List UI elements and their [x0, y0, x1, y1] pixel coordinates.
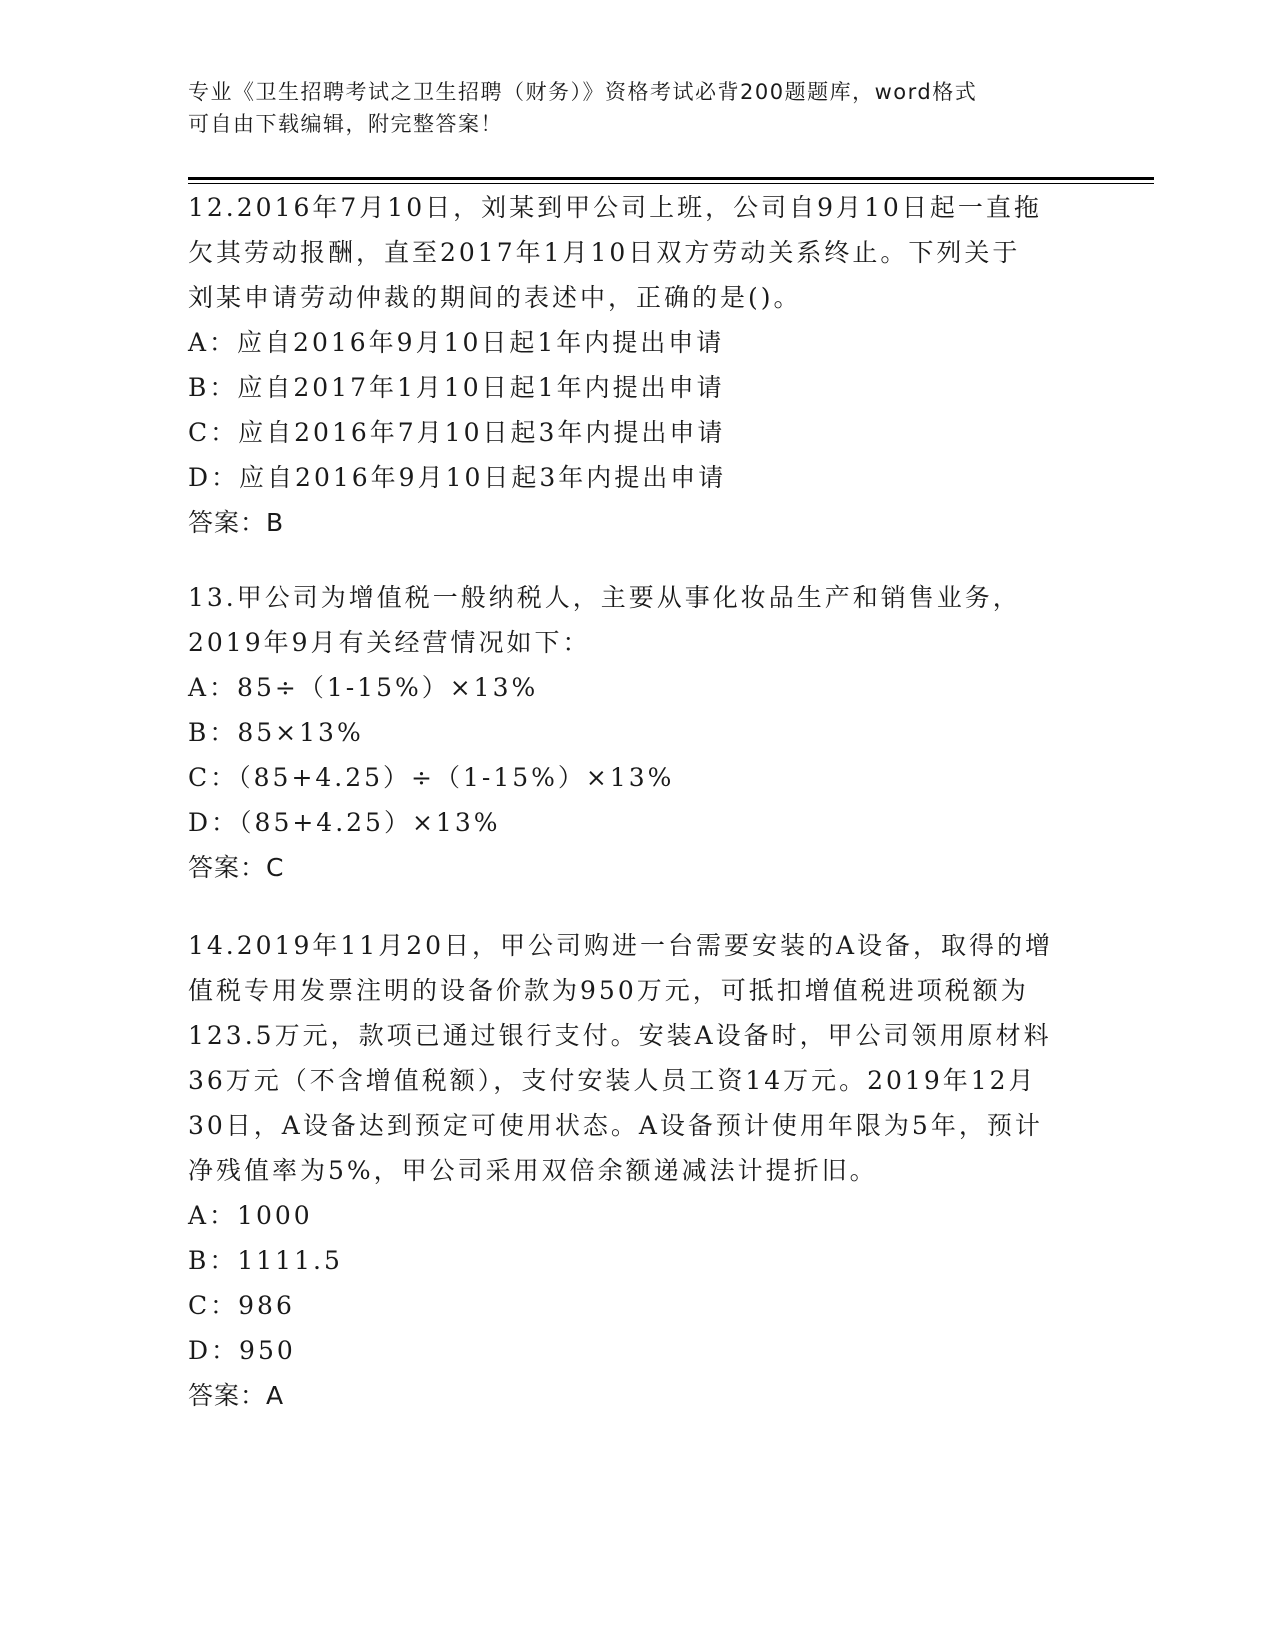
question-stem-line: 14.2019年11月20日，甲公司购进一台需要安装的A设备，取得的增: [188, 931, 1054, 960]
header-line-2: 可自由下载编辑，附完整答案！: [188, 112, 503, 136]
question-13: [188, 575, 1088, 891]
option-a: A：85÷（1-15%）×13%: [188, 673, 539, 702]
document-header: [188, 76, 1088, 140]
option-b: B：1111.5: [188, 1246, 343, 1275]
question-stem-line: 净残值率为5%，甲公司采用双倍余额递减法计提折旧。: [188, 1156, 878, 1185]
question-stem-line: 36万元（不含增值税额），支付安装人员工资14万元。2019年12月: [188, 1066, 1037, 1095]
option-b: B：应自2017年1月10日起1年内提出申请: [188, 373, 725, 402]
question-stem-line: 2019年9月有关经营情况如下：: [188, 628, 591, 657]
question-stem-line: 值税专用发票注明的设备价款为950万元，可抵扣增值税进项税额为: [188, 976, 1029, 1005]
option-d: D：（85+4.25）×13%: [188, 808, 501, 837]
header-divider-thick: [188, 177, 1154, 180]
option-a: A：应自2016年9月10日起1年内提出申请: [188, 328, 725, 357]
question-stem-line: 13.甲公司为增值税一般纳税人，主要从事化妆品生产和销售业务，: [188, 583, 1021, 612]
question-14: [188, 923, 1088, 1419]
question-stem-line: 12.2016年7月10日，刘某到甲公司上班，公司自9月10日起一直拖: [188, 193, 1042, 222]
option-a: A：1000: [188, 1201, 313, 1230]
answer-label: 答案：A: [188, 1381, 285, 1410]
question-stem-line: 123.5万元，款项已通过银行支付。安装A设备时，甲公司领用原材料: [188, 1021, 1052, 1050]
header-line-1: 专业《卫生招聘考试之卫生招聘（财务）》资格考试必背200题题库，word格式: [188, 80, 978, 104]
option-c: C：986: [188, 1291, 295, 1320]
question-stem-line: 欠其劳动报酬，直至2017年1月10日双方劳动关系终止。下列关于: [188, 238, 1021, 267]
option-d: D：应自2016年9月10日起3年内提出申请: [188, 463, 727, 492]
option-c: C：（85+4.25）÷（1-15%）×13%: [188, 763, 675, 792]
option-d: D：950: [188, 1336, 296, 1365]
answer-label: 答案：C: [188, 853, 285, 882]
option-c: C：应自2016年7月10日起3年内提出申请: [188, 418, 726, 447]
question-12: [188, 185, 1088, 546]
question-stem-line: 刘某申请劳动仲裁的期间的表述中，正确的是()。: [188, 283, 802, 312]
option-b: B：85×13%: [188, 718, 364, 747]
answer-label: 答案：B: [188, 508, 285, 537]
header-divider-thin: [188, 183, 1154, 184]
question-stem-line: 30日，A设备达到预定可使用状态。A设备预计使用年限为5年，预计: [188, 1111, 1043, 1140]
